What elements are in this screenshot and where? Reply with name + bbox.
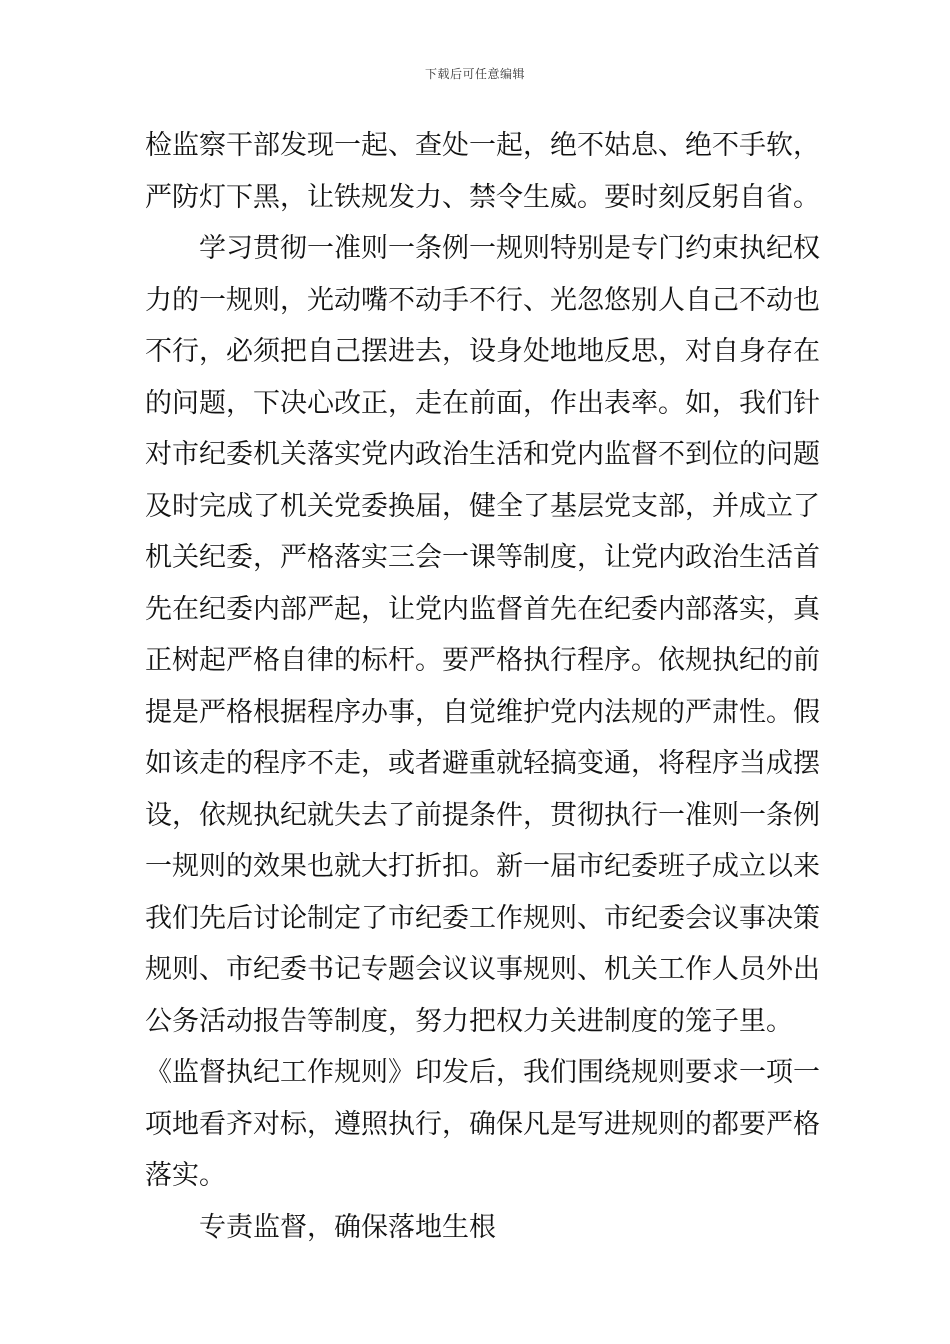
document-body [145,120,820,1253]
text-line: 的问题，下决心改正，走在前面，作出表率。如，我们针 [145,387,820,419]
text-line: 规则、市纪委书记专题会议议事规则、机关工作人员外出 [145,954,820,985]
text-line: 一规则的效果也就大打折扣。新一届市纪委班子成立以来 [145,851,820,882]
text-line: 对市纪委机关落实党内政治生活和党内监督不到位的问题 [145,439,820,470]
text-line: 不行，必须把自己摆进去，设身处地地反思，对自身存在 [145,336,820,367]
text-line: 机关纪委，严格落实三会一课等制度，让党内政治生活首 [145,542,820,573]
text-line: 正树起严格自律的标杆。要严格执行程序。依规执纪的前 [145,645,820,676]
text-line: 先在纪委内部严起，让党内监督首先在纪委内部落实，真 [145,593,820,625]
paragraph-1 [145,120,820,223]
section-heading-block [145,1202,810,1254]
text-line: 严防灯下黑，让铁规发力、禁令生威。要时刻反躬自省。 [145,181,820,213]
page-header-note: 下载后可任意编辑 [424,67,525,81]
text-line: 设，依规执纪就失去了前提条件，贯彻执行一准则一条例 [145,799,820,831]
text-line: 落实。 [145,1160,226,1191]
text-line: 公务活动报告等制度，努力把权力关进制度的笼子里。 [145,1005,793,1037]
text-line: 如该走的程序不走，或者避重就轻搞变通，将程序当成摆 [145,748,820,779]
section-heading: 专责监督，确保落地生根 [199,1211,496,1243]
paragraph-2 [145,223,820,1202]
text-line: 我们先后讨论制定了市纪委工作规则、市纪委会议事决策 [145,902,820,934]
text-line: 学习贯彻一准则一条例一规则特别是专门约束执纪权 [199,233,820,264]
text-line: 及时完成了机关党委换届，健全了基层党支部，并成立了 [145,490,820,522]
text-line: 检监察干部发现一起、查处一起，绝不姑息、绝不手软， [145,130,820,161]
text-line: 《监督执纪工作规则》印发后，我们围绕规则要求一项一 [145,1057,820,1088]
text-line: 力的一规则，光动嘴不动手不行、光忽悠别人自己不动也 [145,284,820,316]
text-line: 提是严格根据程序办事，自觉维护党内法规的严肃性。假 [145,696,820,728]
text-line: 项地看齐对标，遵照执行，确保凡是写进规则的都要严格 [145,1108,820,1140]
